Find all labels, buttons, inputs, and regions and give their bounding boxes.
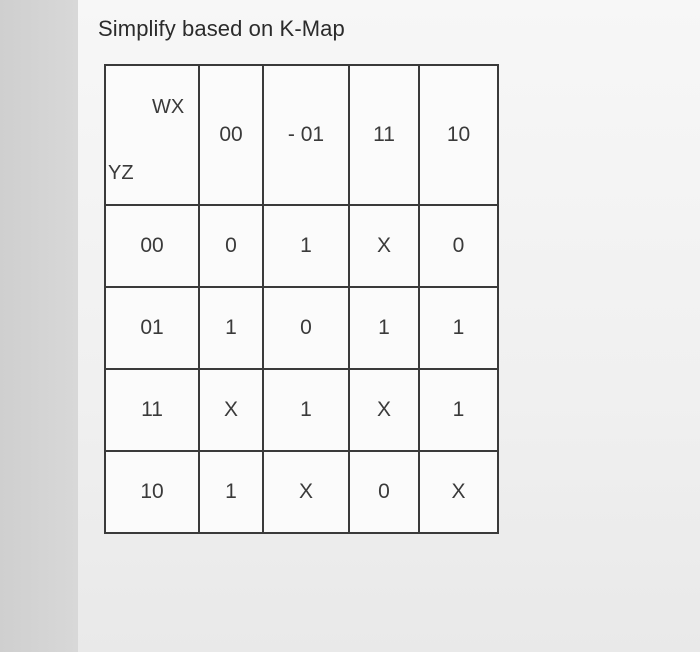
left-margin-strip — [0, 0, 78, 652]
column-header: - 01 — [263, 65, 349, 205]
map-cell: 0 — [199, 205, 263, 287]
map-cell: 1 — [263, 369, 349, 451]
row-header: 10 — [105, 451, 199, 533]
column-header: 11 — [349, 65, 419, 205]
row-header: 00 — [105, 205, 199, 287]
map-cell: X — [419, 451, 498, 533]
map-cell: 1 — [199, 451, 263, 533]
map-cell: 0 — [349, 451, 419, 533]
row-variable-label: YZ — [108, 162, 134, 184]
header-row — [105, 65, 498, 205]
table-row — [105, 205, 498, 287]
map-cell: 1 — [419, 369, 498, 451]
map-cell: X — [349, 369, 419, 451]
map-cell: X — [349, 205, 419, 287]
karnaugh-map-table — [104, 64, 499, 534]
column-variable-label: WX — [152, 96, 185, 118]
column-header: 10 — [419, 65, 498, 205]
map-cell: X — [199, 369, 263, 451]
corner-cell — [105, 65, 199, 205]
map-cell: 1 — [419, 287, 498, 369]
map-cell: 1 — [349, 287, 419, 369]
table-row — [105, 369, 498, 451]
table-row — [105, 451, 498, 533]
map-cell: X — [263, 451, 349, 533]
map-cell: 0 — [419, 205, 498, 287]
map-cell: 0 — [263, 287, 349, 369]
map-cell: 1 — [199, 287, 263, 369]
question-title: Simplify based on K-Map — [98, 16, 345, 41]
map-cell: 1 — [263, 205, 349, 287]
row-header: 01 — [105, 287, 199, 369]
row-header: 11 — [105, 369, 199, 451]
column-header: 00 — [199, 65, 263, 205]
table-row — [105, 287, 498, 369]
